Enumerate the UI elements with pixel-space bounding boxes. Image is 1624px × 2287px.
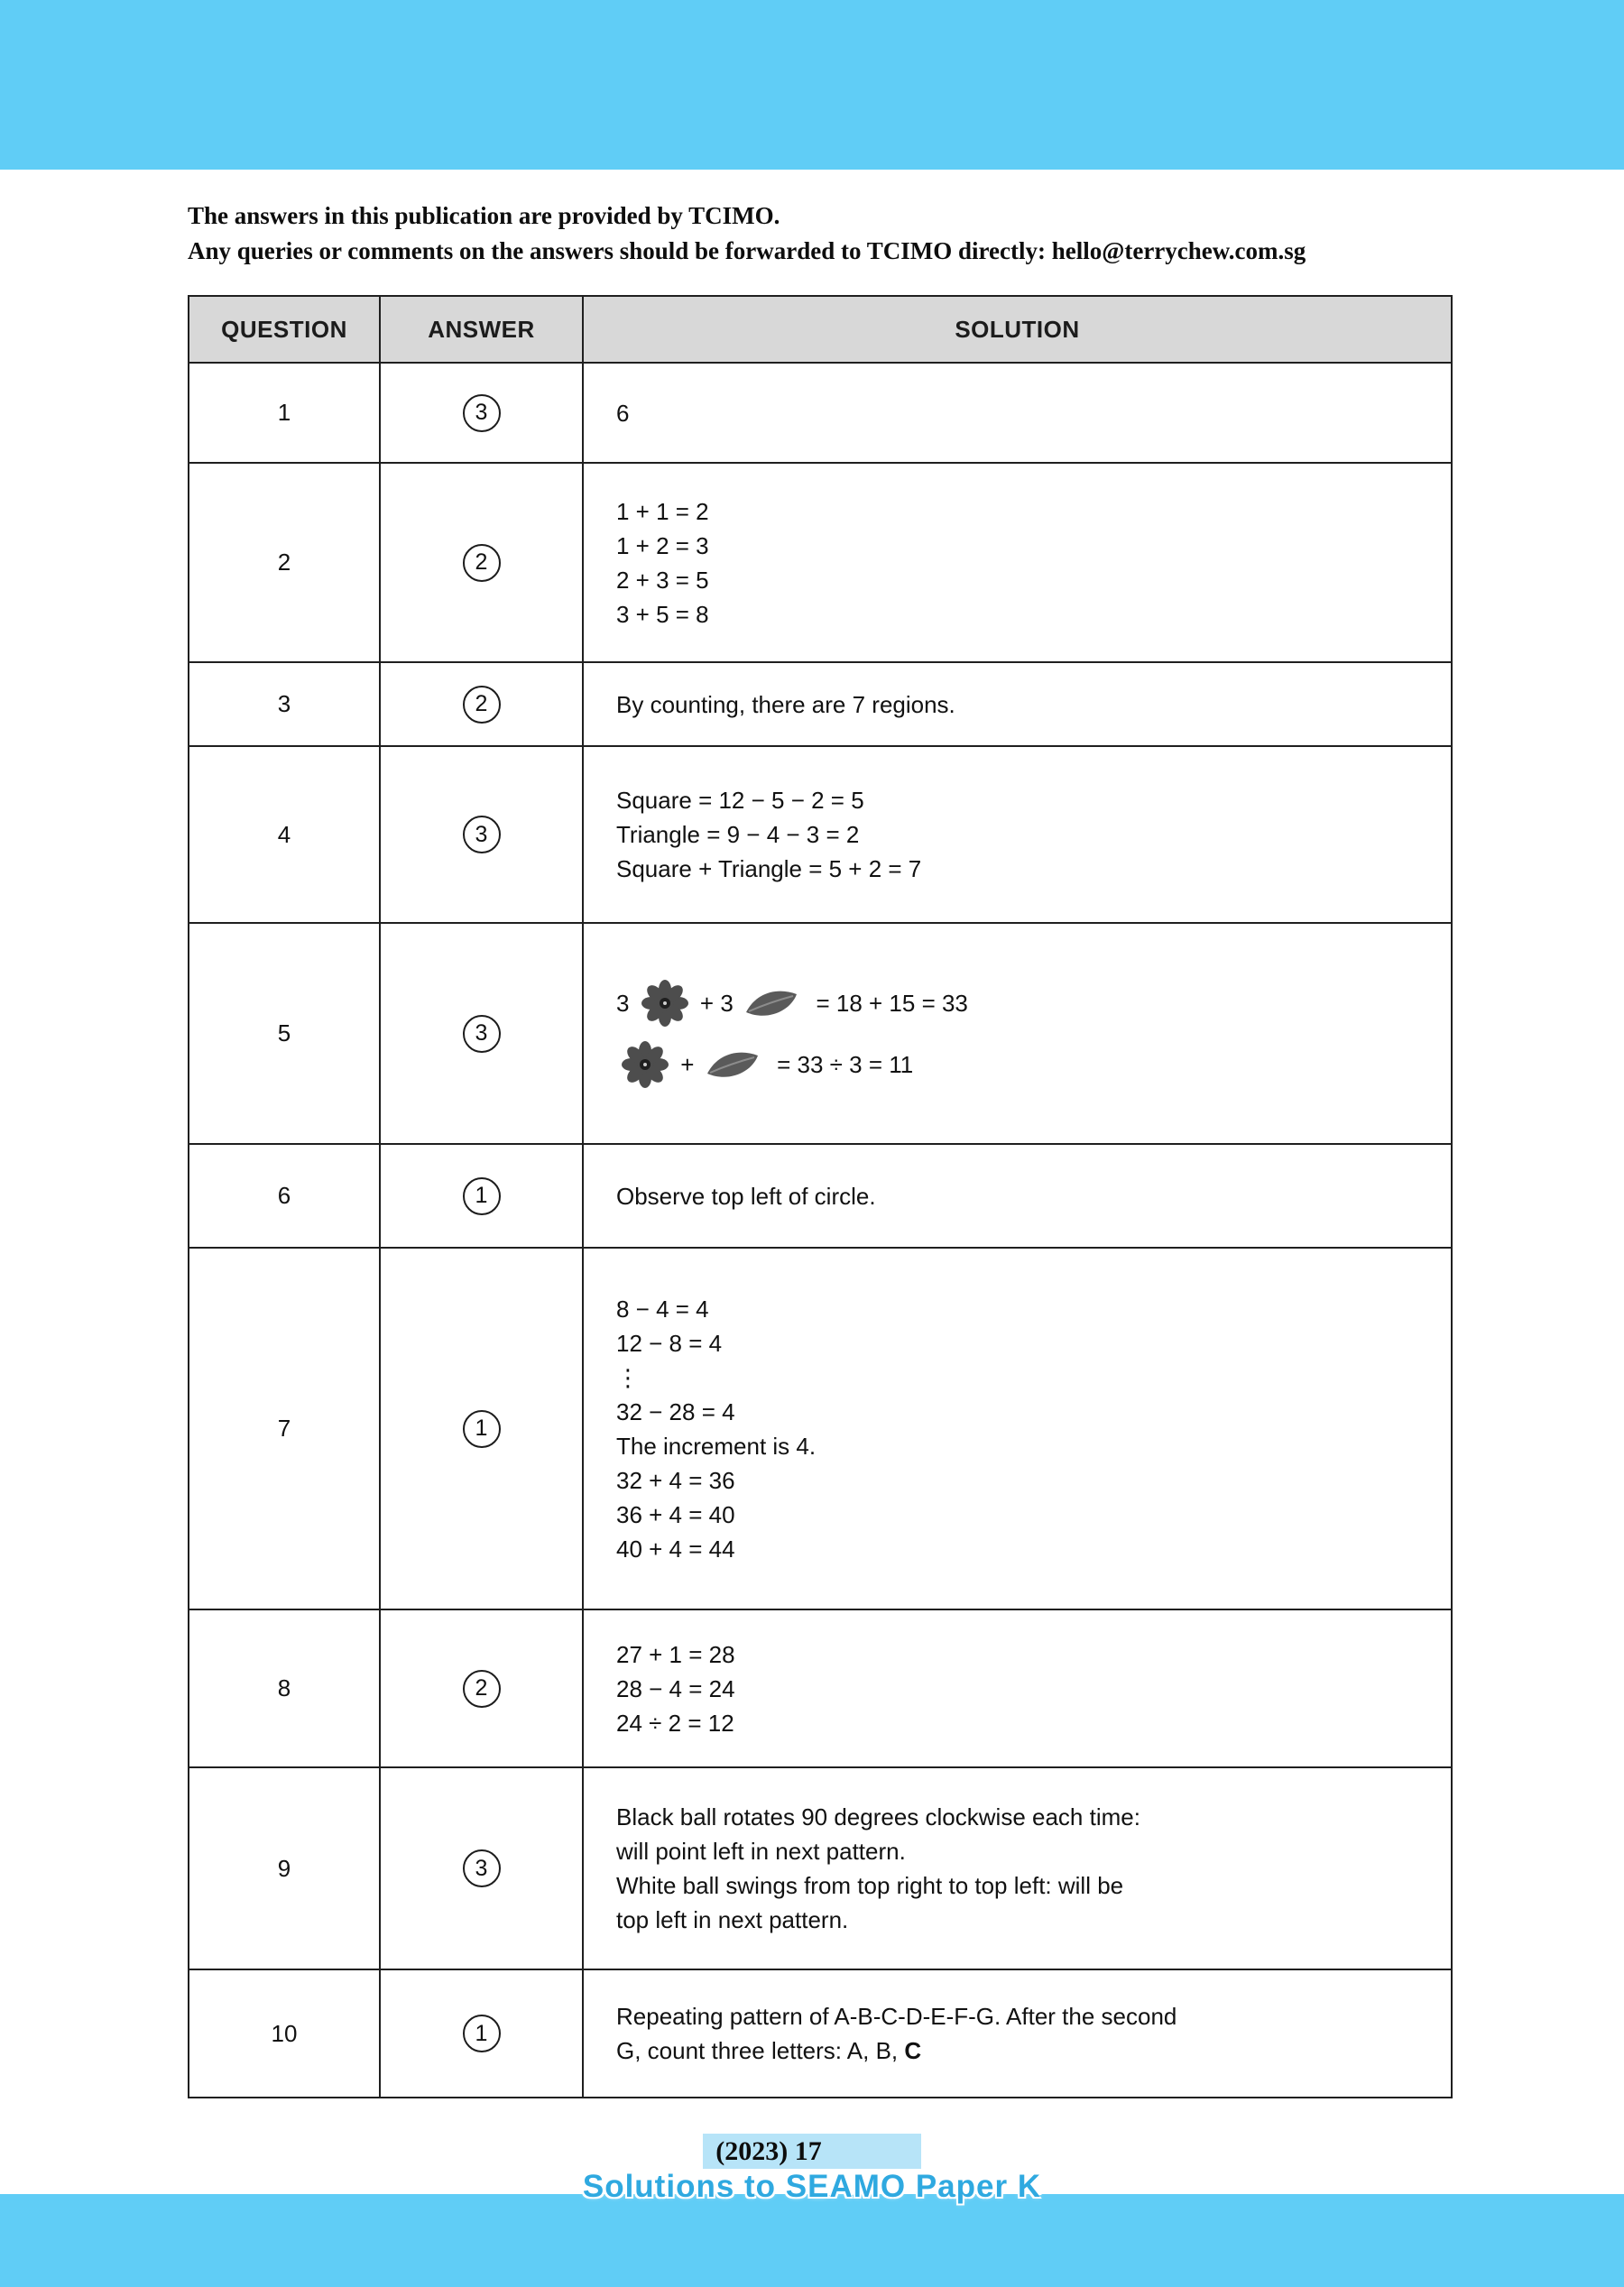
question-number: 8 [189, 1609, 380, 1767]
answer-circled-number: 2 [463, 686, 501, 724]
publication-note [188, 198, 1487, 269]
solution-line: Square = 12 − 5 − 2 = 5 [616, 787, 864, 814]
answer-cell [380, 363, 583, 463]
solution-cell [583, 662, 1452, 746]
question-number: 4 [189, 746, 380, 923]
answer-cell [380, 1969, 583, 2098]
answers-table-body [189, 363, 1452, 2098]
table-row [189, 463, 1452, 662]
solution-line: By counting, there are 7 regions. [616, 690, 955, 718]
solution-line: 12 − 8 = 4 [616, 1329, 723, 1357]
bold-answer-letter: C [904, 2037, 922, 2064]
solution-line: Black ball rotates 90 degrees clockwise each time: [616, 1803, 1140, 1831]
solution-line: 36 + 4 = 40 [616, 1500, 735, 1528]
solution-line: 32 − 28 = 4 [616, 1397, 735, 1425]
table-row [189, 1144, 1452, 1248]
solution-line: Repeating pattern of A-B-C-D-E-F-G. After the second [616, 2003, 1177, 2030]
solution-line: 6 [616, 399, 630, 427]
page-number-highlight [703, 2134, 920, 2169]
table-row [189, 363, 1452, 463]
answer-cell [380, 923, 583, 1144]
page-number [0, 2136, 1624, 2167]
question-number: 1 [189, 363, 380, 463]
page-number-label: (2023) 17 [715, 2136, 822, 2166]
solution-cell [583, 363, 1452, 463]
publication-note-line2: Any queries or comments on the answers should be forwarded to TCIMO directly: hello@terrychew.com.sg [188, 237, 1306, 264]
solution-line: ⋮ [616, 1363, 640, 1391]
solution-line: White ball swings from top right to top left: will be [616, 1872, 1124, 1899]
column-header-solution: SOLUTION [583, 296, 1452, 363]
answers-table [188, 295, 1453, 2098]
solution-line: top left in next pattern. [616, 1906, 849, 1933]
solution-cell [583, 463, 1452, 662]
solution-line: 8 − 4 = 4 [616, 1295, 709, 1323]
solution-line: 28 − 4 = 24 [616, 1674, 735, 1702]
leaf-icon [706, 1048, 759, 1081]
table-row [189, 1969, 1452, 2098]
answer-circled-number: 2 [463, 544, 501, 582]
answer-cell [380, 1609, 583, 1767]
solution-line: G, count three letters: A, B, C [616, 2037, 922, 2064]
solution-cell [583, 1767, 1452, 1969]
table-row [189, 746, 1452, 923]
solution-line: 1 + 2 = 3 [616, 531, 709, 559]
question-number: 10 [189, 1969, 380, 2098]
answer-circled-number: 1 [463, 1410, 501, 1448]
bottom-color-band [0, 2194, 1624, 2287]
table-row [189, 923, 1452, 1144]
solution-line: 3 + 5 = 8 [616, 600, 709, 628]
solution-line: Observe top left of circle. [616, 1182, 876, 1210]
solution-line: 3 + 3 = 18 + 15 = 33 [616, 980, 1429, 1027]
question-number: 7 [189, 1248, 380, 1609]
answer-circled-number: 1 [463, 2015, 501, 2052]
solution-line: 2 + 3 = 5 [616, 566, 709, 594]
table-row [189, 1609, 1452, 1767]
column-header-question: QUESTION [189, 296, 380, 363]
table-row [189, 1767, 1452, 1969]
answer-circled-number: 2 [463, 1670, 501, 1708]
solution-cell [583, 1609, 1452, 1767]
flower-icon [622, 1041, 669, 1088]
question-number: 2 [189, 463, 380, 662]
solution-line: 40 + 4 = 44 [616, 1535, 735, 1563]
answer-cell [380, 662, 583, 746]
solution-cell [583, 1144, 1452, 1248]
question-number: 3 [189, 662, 380, 746]
table-row [189, 1248, 1452, 1609]
table-row [189, 662, 1452, 746]
leaf-icon [745, 987, 798, 1019]
solution-cell [583, 923, 1452, 1144]
solution-cell [583, 1248, 1452, 1609]
column-header-answer: ANSWER [380, 296, 583, 363]
answer-cell [380, 1248, 583, 1609]
answer-cell [380, 1144, 583, 1248]
footer-title: Solutions to SEAMO Paper K [582, 2169, 1042, 2204]
answer-circled-number: 3 [463, 1849, 501, 1887]
table-header-row [189, 296, 1452, 363]
answer-circled-number: 3 [463, 816, 501, 853]
answer-circled-number: 3 [463, 394, 501, 432]
answer-cell [380, 463, 583, 662]
question-number: 5 [189, 923, 380, 1144]
answer-cell [380, 1767, 583, 1969]
solution-line: will point left in next pattern. [616, 1838, 906, 1865]
question-number: 9 [189, 1767, 380, 1969]
question-number: 6 [189, 1144, 380, 1248]
solution-cell [583, 746, 1452, 923]
answer-cell [380, 746, 583, 923]
solution-line: + = 33 ÷ 3 = 11 [616, 1041, 1429, 1088]
solution-line: Triangle = 9 − 4 − 3 = 2 [616, 821, 860, 848]
solution-line: Square + Triangle = 5 + 2 = 7 [616, 855, 922, 882]
top-color-band [0, 0, 1624, 170]
answer-circled-number: 1 [463, 1177, 501, 1215]
solution-cell [583, 1969, 1452, 2098]
answer-circled-number: 3 [463, 1015, 501, 1053]
solution-line: 1 + 1 = 2 [616, 497, 709, 525]
publication-note-line1: The answers in this publication are provided by TCIMO. [188, 202, 780, 229]
solution-line: 27 + 1 = 28 [616, 1640, 735, 1668]
flower-icon [641, 980, 688, 1027]
solution-line: 24 ÷ 2 = 12 [616, 1709, 734, 1737]
solution-line: 32 + 4 = 36 [616, 1466, 735, 1494]
solution-line: The increment is 4. [616, 1432, 817, 1460]
